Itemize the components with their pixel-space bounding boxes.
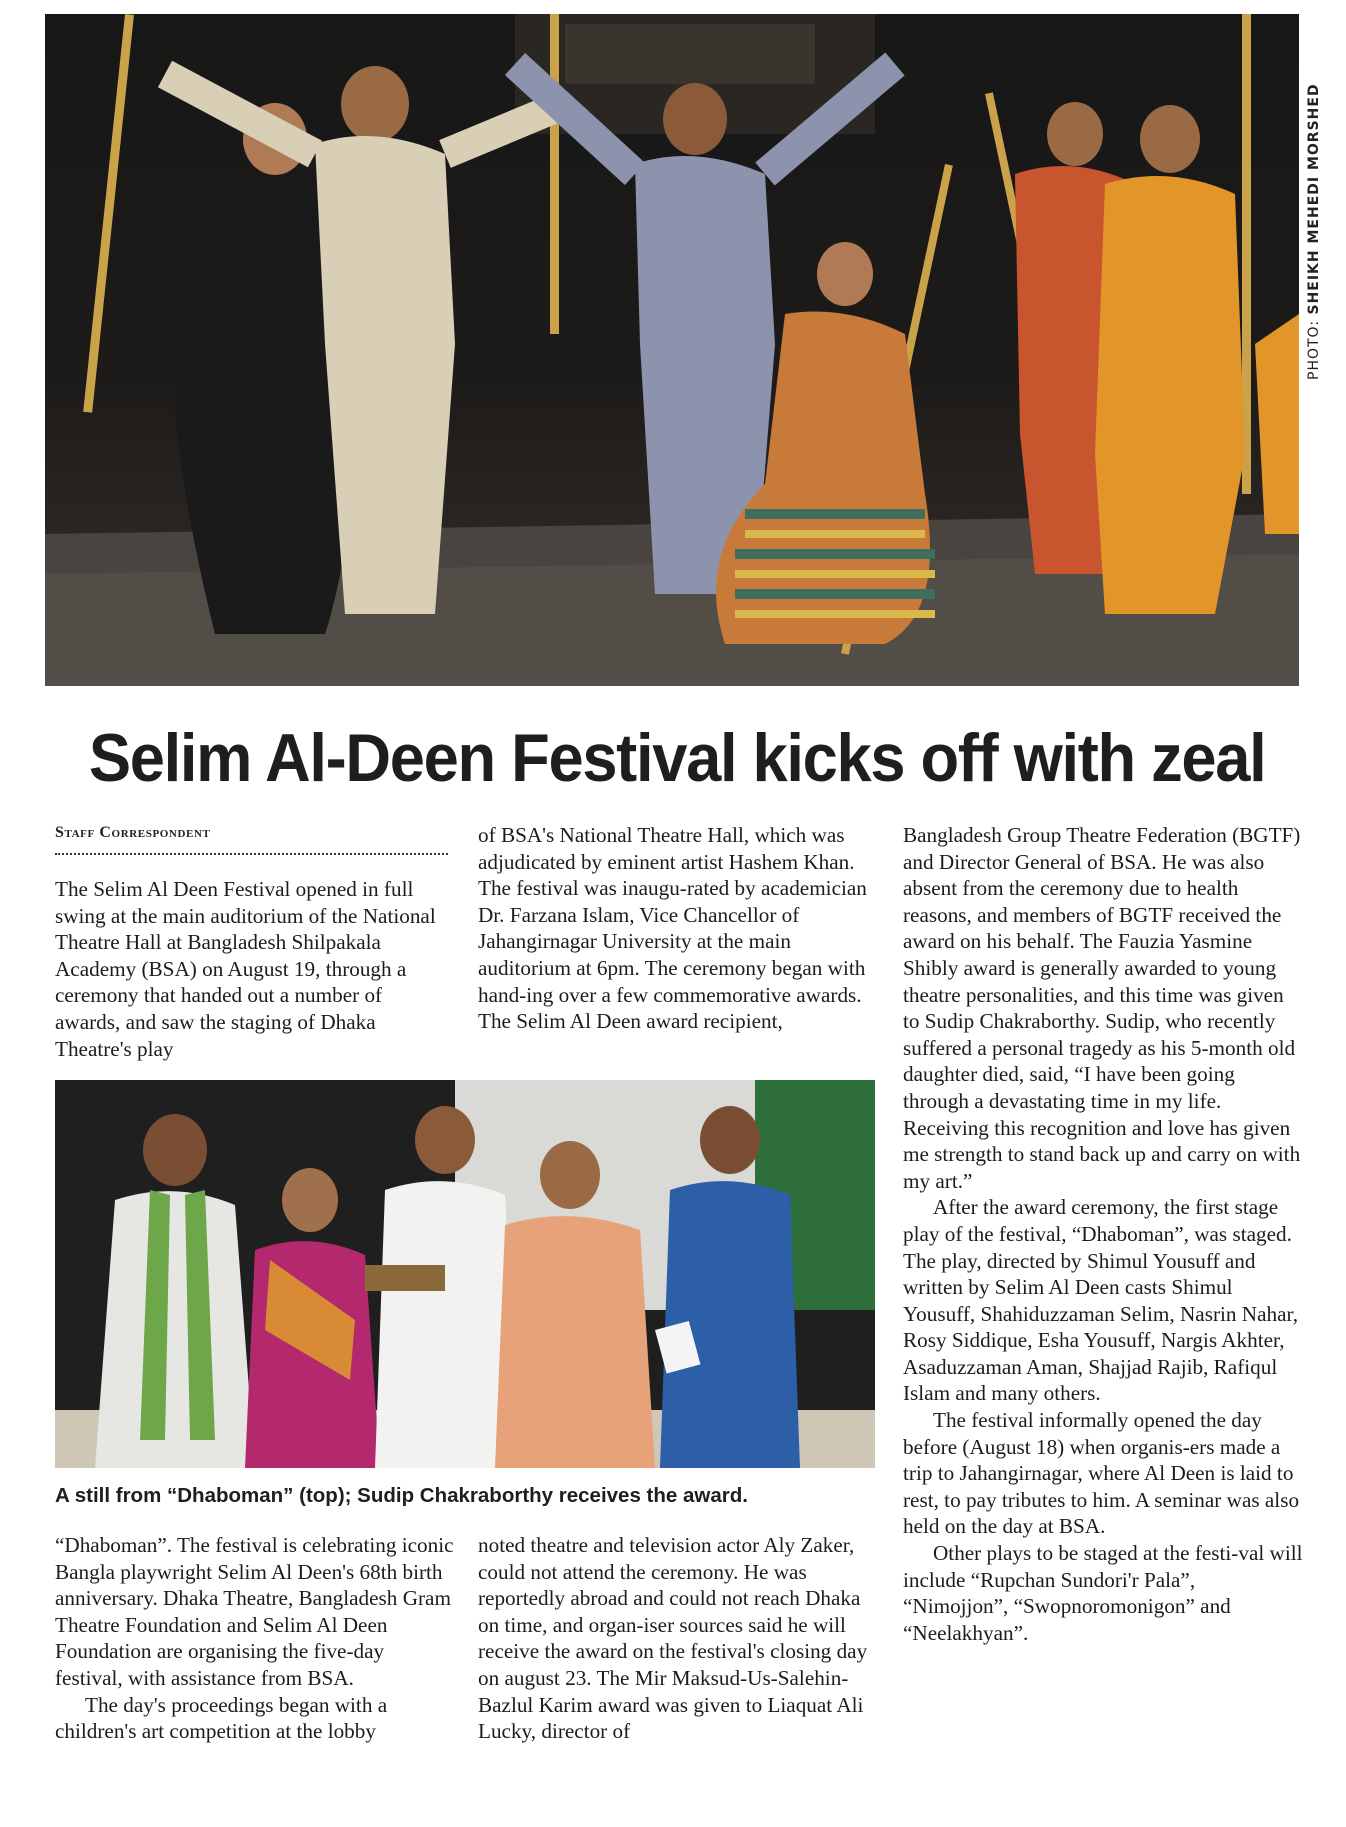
photo-credit-name: SHEIKH MEHEDI MORSHED	[1306, 83, 1322, 315]
photo-caption: A still from “Dhaboman” (top); Sudip Chakraborthy receives the award.	[55, 1484, 748, 1507]
award-ceremony-illustration	[55, 1080, 875, 1468]
column-1-top	[55, 876, 450, 1062]
paragraph: After the award ceremony, the first stage play of the festival, “Dhaboman”, was staged. The play, directed by Shimul Yousuff and written by Selim Al Deen casts Shimul Yousuff, Shahiduzzaman Selim, Nasrin Nahar, Rosy Siddique, Esha Yousuff, Nargis Akhter, Asaduzzaman Aman, Shajjad Rajib, Rafiqul Islam and many others.	[903, 1195, 1298, 1406]
column-3	[903, 822, 1303, 1646]
headline: Selim Al-Deen Festival kicks off with zeal	[88, 720, 1266, 796]
paragraph: noted theatre and television actor Aly Zaker, could not attend the ceremony. He was reportedly abroad and could not reach Dhaka on time, and organ-iser sources said he will receive the award on the festival's closing day on august 23. The Mir Maksud-Us-Salehin-Bazlul Karim award was given to Liaquat Ali Lucky, director of	[478, 1533, 868, 1744]
photo-credit-prefix: PHOTO:	[1306, 314, 1322, 380]
paragraph: of BSA's National Theatre Hall, which was adjudicated by eminent artist Hashem Khan. The festival was inaugu-rated by academician Dr. Farzana Islam, Vice Chancellor of Jahangirnagar University at the main auditorium at 6pm. The ceremony began with hand-ing over a few commemorative awards. The Selim Al Deen award recipient,	[478, 823, 867, 1034]
byline-divider	[55, 853, 448, 857]
column-2-top	[478, 822, 878, 1035]
byline: Staff Correspondent	[55, 824, 211, 841]
paragraph: Other plays to be staged at the festi-val will include “Rupchan Sundori'r Pala”, “Nimojjon”, “Swopnoromonigon” and “Neelakhyan”.	[903, 1541, 1303, 1645]
award-ceremony-photo	[55, 1080, 875, 1468]
paragraph: Bangladesh Group Theatre Federation (BGTF) and Director General of BSA. He was also absent from the ceremony due to health reasons, and members of BGTF received the award on his behalf. The Fauzia Yasmine Shibly award is generally awarded to young theatre personalities, and this time was given to Sudip Chakraborthy. Sudip, who recently suffered a personal tragedy as his 5-month old daughter died, said, “I have been going through a devastating time in my life. Receiving this recognition and love has given me strength to stand back up and carry on with my art.”	[903, 823, 1301, 1193]
column-1-bottom	[55, 1532, 455, 1745]
stage-scene-illustration	[45, 14, 1299, 686]
paragraph: The day's proceedings began with a children's art competition at the lobby	[55, 1692, 388, 1744]
paragraph: “Dhaboman”. The festival is celebrating iconic Bangla playwright Selim Al Deen's 68th birth anniversary. Dhaka Theatre, Bangladesh Gram Theatre Foundation and Selim Al Deen Foundation are organising the five-day festival, with assistance from BSA.	[55, 1533, 454, 1690]
column-2-bottom	[478, 1532, 878, 1745]
top-photo-dhaboman-still	[45, 14, 1299, 686]
paragraph: The festival informally opened the day before (August 18) when organis-ers made a trip to Jahangirnagar, where Al Deen is laid to rest, to pay tributes to him. A seminar was also held on the day at BSA.	[903, 1408, 1300, 1539]
paragraph: The Selim Al Deen Festival opened in full swing at the main auditorium of the National Theatre Hall at Bangladesh Shilpakala Academy (BSA) on August 19, through a ceremony that handed out a number of awards, and saw the staging of Dhaka Theatre's play	[55, 877, 436, 1061]
photo-credit	[1306, 74, 1332, 380]
